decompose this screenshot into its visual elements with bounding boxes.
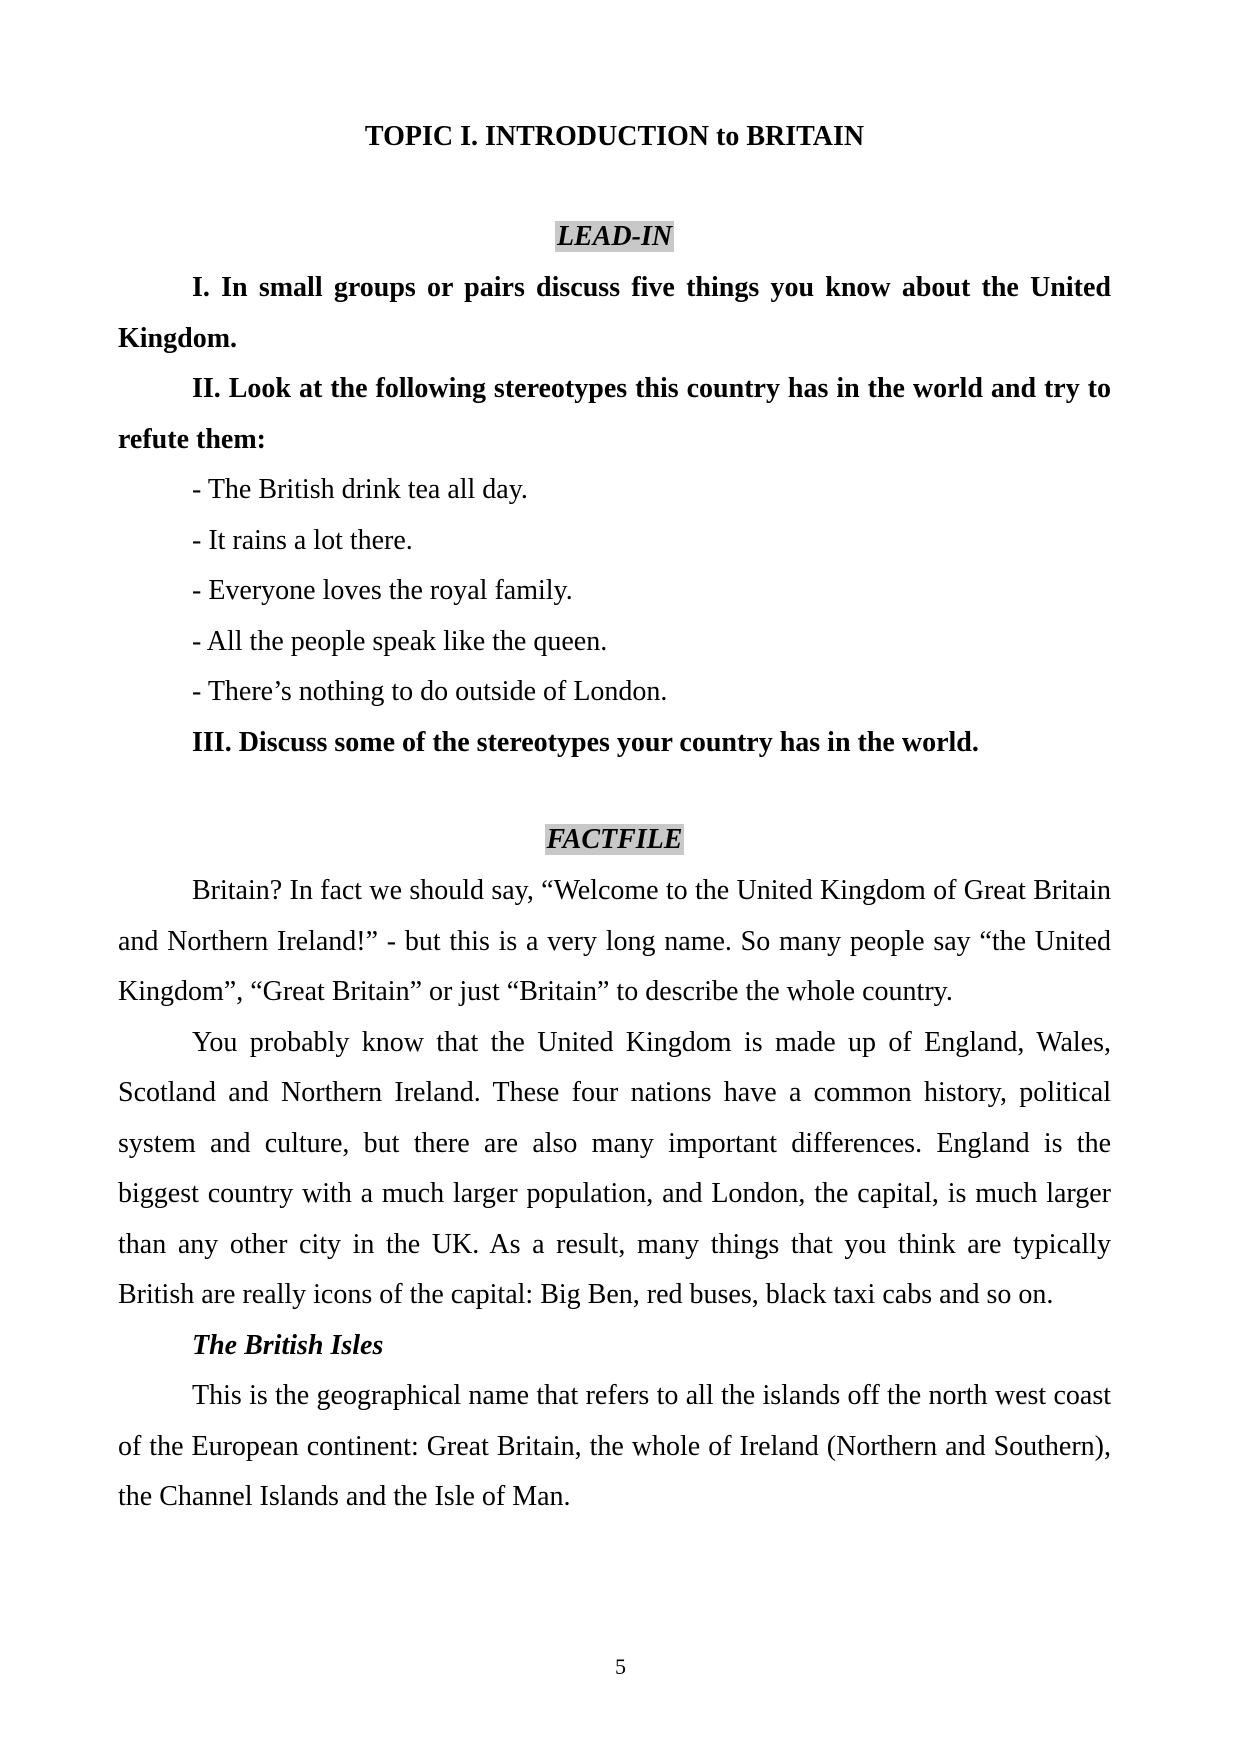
lead-in-heading-text: LEAD-IN (556, 221, 673, 252)
lead-in-task-1: I. In small groups or pairs discuss five things you know about the United Kingdom. (118, 272, 1111, 354)
factfile-heading-text: FACTFILE (546, 824, 683, 855)
factfile-block (118, 866, 1111, 1523)
stereotype-item-4: - All the people speak like the queen. (192, 625, 608, 657)
page-number: 5 (615, 1654, 626, 1679)
lead-in-heading (118, 217, 1111, 257)
lead-in-block (118, 263, 1111, 768)
page-title: TOPIC I. INTRODUCTION to BRITAIN (364, 121, 865, 152)
stereotype-item-2: - It rains a lot there. (192, 524, 413, 556)
lead-in-task-2: II. Look at the following stereotypes this country has in the world and try to refute them: (118, 373, 1111, 455)
british-isles-subheading: The British Isles (192, 1329, 384, 1361)
factfile-paragraph-3: This is the geographical name that refers to all the islands off the north west coast of the European continent: Great Britain, the whole of Ireland (Northern and Southern), the Channel Islands and the Isle of Man. (118, 1380, 1111, 1512)
factfile-heading (118, 820, 1111, 860)
stereotype-item-5: - There’s nothing to do outside of London. (192, 676, 668, 707)
factfile-paragraph-1: Britain? In fact we should say, “Welcome to the United Kingdom of Great Britain and Northern Ireland!” - but this is a very long name. So many people say “the United Kingdom”, “Great Britain” or just “Britain” to describe the whole country. (118, 875, 1111, 1007)
stereotype-item-1: - The British drink tea all day. (192, 474, 528, 505)
stereotype-item-3: - Everyone loves the royal family. (192, 575, 573, 606)
lead-in-task-3: III. Discuss some of the stereotypes your country has in the world. (192, 726, 979, 758)
factfile-paragraph-2: You probably know that the United Kingdom is made up of England, Wales, Scotland and Northern Ireland. These four nations have a common history, political system and culture, but there are also many important differences. England is the biggest country with a much larger population, and London, the capital, is much larger than any other city in the UK. As a result, many things that you think are typically British are really icons of the capital: Big Ben, red buses, black taxi cabs and so on. (118, 1026, 1111, 1310)
